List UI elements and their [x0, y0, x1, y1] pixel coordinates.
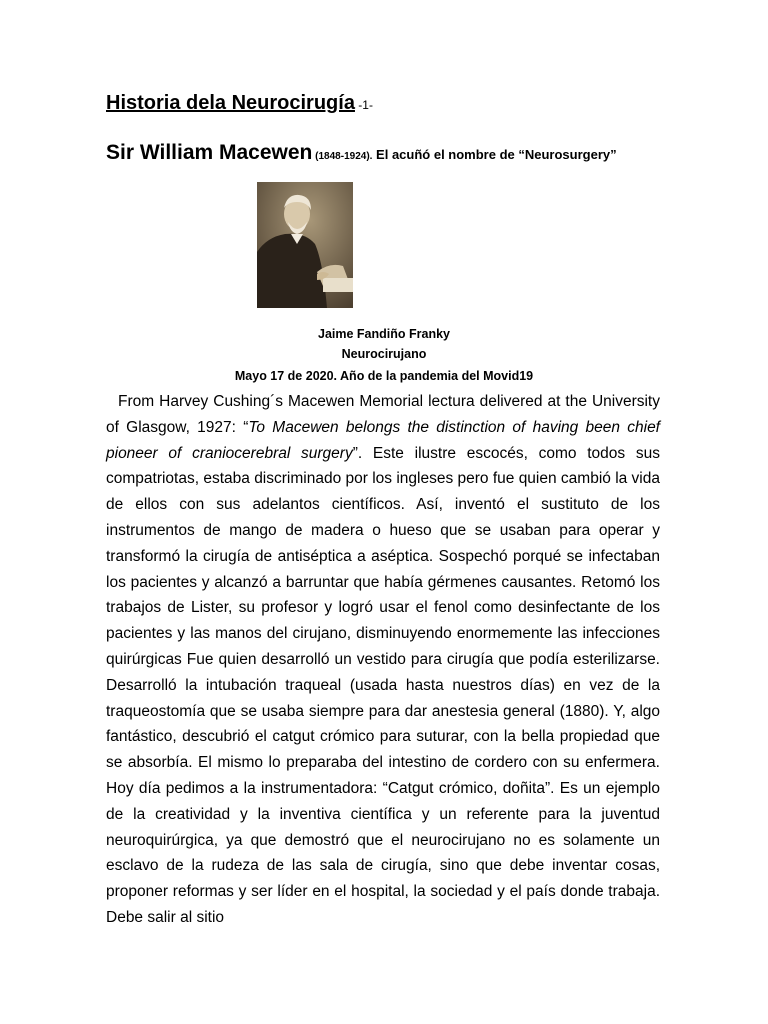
title-text: Historia dela Neurocirugía	[106, 92, 355, 114]
subject-name: Sir William Macewen	[106, 141, 313, 164]
body-rest: ”. Este ilustre escocés, como todos sus compatriotas, estaba discriminado por los ingleses pero fue quien cambió la vida de ellos con sus adelantos científicos. Así, inventó el sustituto de los instrumentos de mango de madera o hueso que se usaban para operar y transformó la cirugía de antiséptica a aséptica. Sospechó porqué se infectaban los pacientes y alcanzó a barruntar que había gérmenes causantes. Retomó los trabajos de Lister, su profesor y logró usar el fenol como desinfectante de los pacientes y las manos del cirujano, disminuyendo enormemente las infecciones quirúrgicas Fue quien desarrolló un vestido para cirugía que podía esterilizarse. Desarrolló la intubación traqueal (usada hasta nuestros días) en vez de la traqueostomía que se usaba siempre para dar anestesia general (1880). Y, algo fantástico, descubrió el catgut crómico para suturar, con la bella propiedad que se absorbía. El mismo lo preparaba del intestino de cordero con su enfermera. Hoy día pedimos a la instrumentadora: “Catgut crómico, doñita”. Es un ejemplo de la creatividad y la inventiva científica y un referente para la juventud neuroquirúrgica, ya que demostró que el neurocirujano no es solamente un esclavo de la rudeza de las sala de cirugía, sino que debe inventar cosas, proponer reformas y ser líder en el hospital, la sociedad y el país donde trabaja. Debe salir al sitio	[106, 444, 661, 926]
subject-years: (1848-1924).	[312, 151, 373, 162]
author-role: Neurocirujano	[341, 347, 427, 361]
subject-tagline: El acuñó el nombre de “Neurosurgery”	[372, 147, 617, 162]
portrait-photo	[257, 182, 353, 308]
publication-date: Mayo 17 de 2020. Año de la pandemia del Movid19	[234, 369, 534, 383]
portrait-illustration	[257, 182, 353, 308]
part-number: -1-	[354, 98, 373, 112]
author-name: Jaime Fandiño Franky	[318, 327, 450, 341]
body-paragraph	[106, 389, 660, 931]
body-intro: From Harvey Cushing´s Macewen Memorial lectura delivered at the University of Glasgow, 1927: “	[106, 393, 660, 436]
body-quote: To Macewen belongs the distinction of having been chief pioneer of craniocerebral surgery	[106, 418, 660, 462]
subtitle	[106, 141, 617, 165]
document-title	[106, 92, 373, 115]
